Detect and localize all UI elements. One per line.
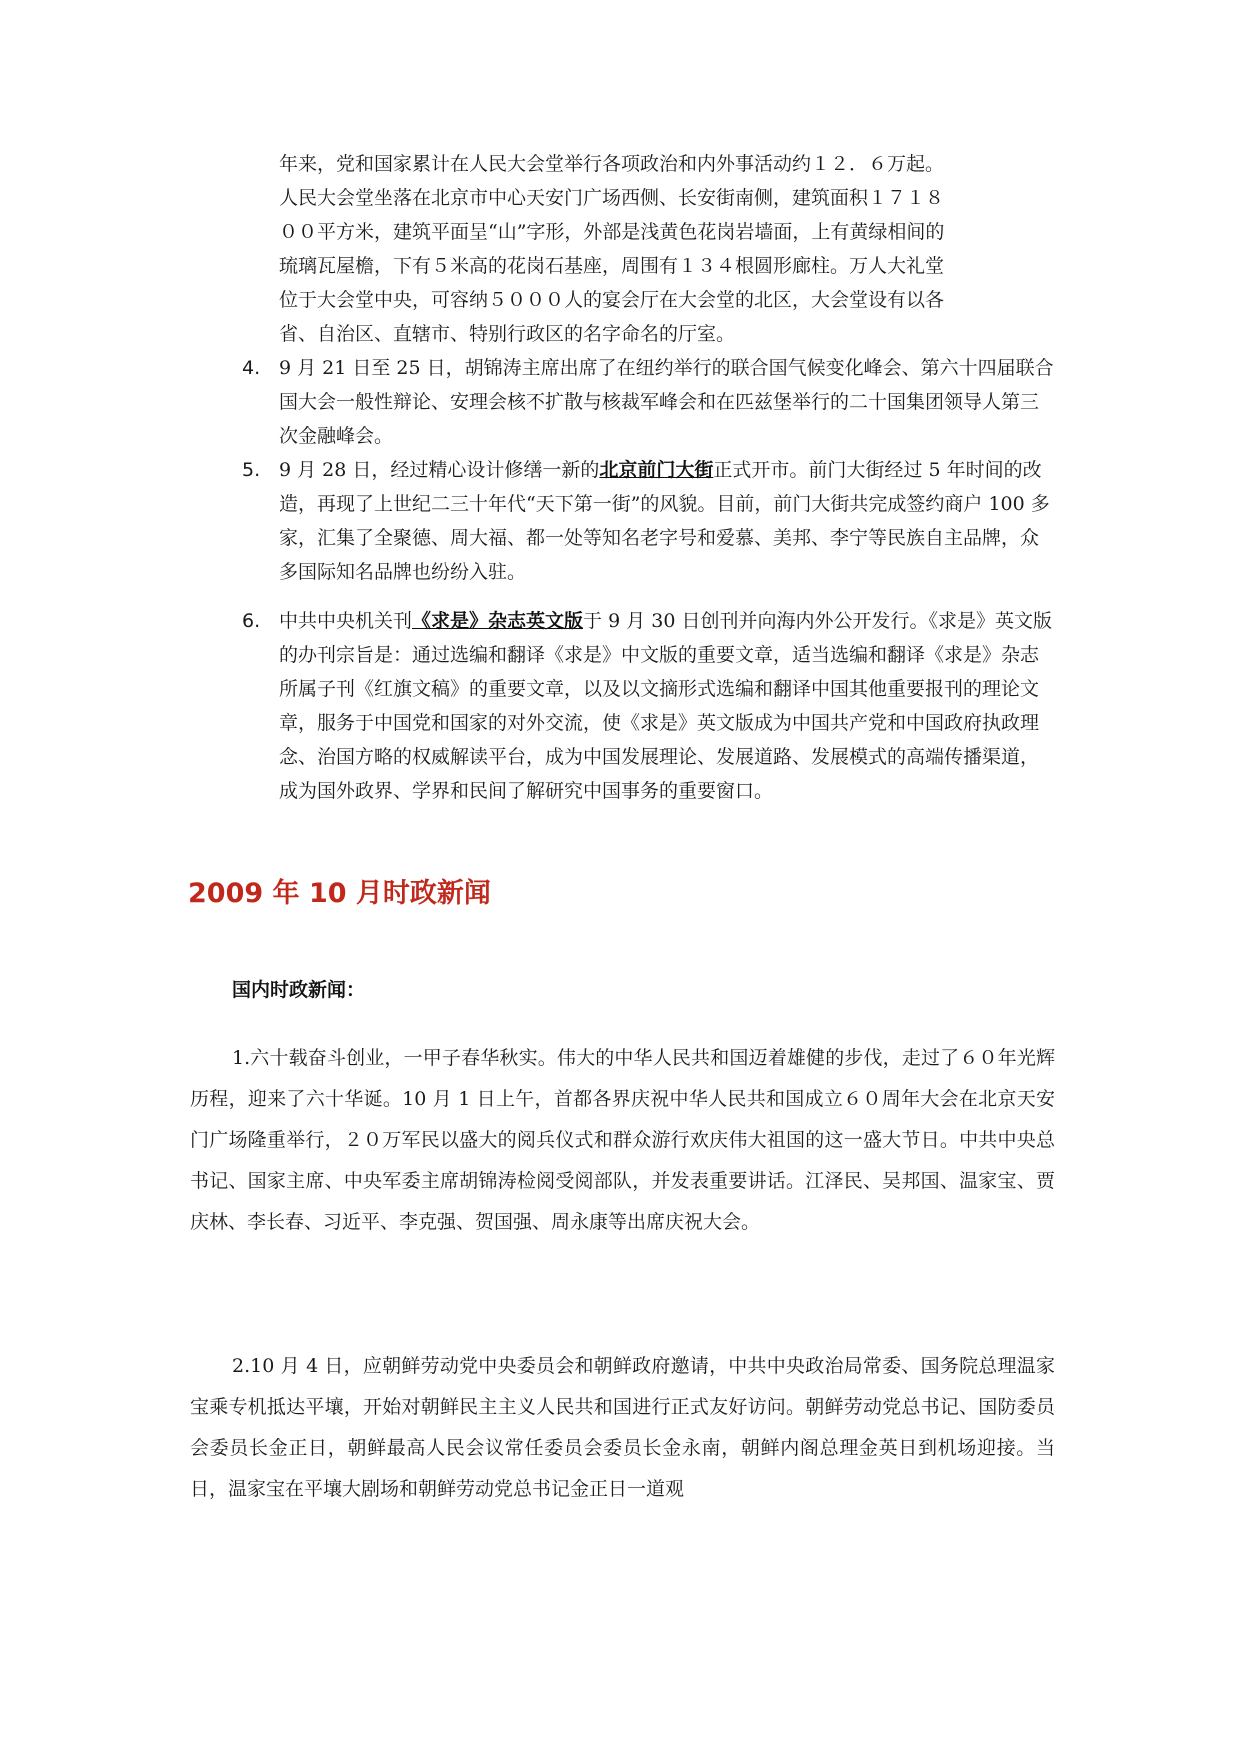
text-line: 位于大会堂中央，可容纳５０００人的宴会厅在大会堂的北区，大会堂设有以各 [279,289,945,311]
text-line: 省、自治区、直辖市、特别行政区的名字命名的厅室。 [279,323,736,345]
list-item-text [279,604,1054,808]
subheading: 国内时政新闻： [232,979,366,1001]
list-item-5 [242,453,1054,589]
item-3-continuation [279,147,1054,351]
news-paragraph-2: 2.10 月 4 日，应朝鲜劳动党中央委员会和朝鲜政府邀请，中共中央政治局常委、国务院总理温家宝乘专机抵达平壤，开始对朝鲜民主主义人民共和国进行正式友好访问。朝鲜劳动党总书记、国防委员会委员长金正日，朝鲜最高人民会议常任委员会委员长金永南，朝鲜内阁总理金英日到机场迎接。当日，温家宝在平壤大剧场和朝鲜劳动党总书记金正日一道观 [190,1355,1055,1500]
text-run: 于 9 月 30 日创刊并向海内外公开发行。《求是》英文版的办刊宗旨是：通过选编和翻译《求是》中文版的重要文章，适当选编和翻译《求是》杂志所属子刊《红旗文稿》的重要文章，以及以文摘形式选编和翻译中国其他重要报刊的理论文章，服务于中国党和国家的对外交流，使《求是》英文版成为中国共产党和中国政府执政理念、治国方略的权威解读平台，成为中国发展理论、发展道路、发展模式的高端传播渠道，成为国外政界、学界和民间了解研究中国事务的重要窗口。 [279,610,1052,802]
qianmen-street-link[interactable]: 北京前门大街 [599,459,714,481]
list-item-text [279,453,1054,589]
list-number: 5. [242,459,261,481]
news-paragraph-1: 1.六十载奋斗创业，一甲子春华秋实。伟大的中华人民共和国迈着雄健的步伐，走过了６０年光辉历程，迎来了六十华诞。10 月 1 日上午，首都各界庆祝中华人民共和国成立６０周年大会在北京天安门广场隆重举行，２０万军民以盛大的阅兵仪式和群众游行欢庆伟大祖国的这一盛大节日。中共中央总书记、国家主席、中央军委主席胡锦涛检阅受阅部队，并发表重要讲话。江泽民、吴邦国、温家宝、贾庆林、李长春、习近平、李克强、贺国强、周永康等出席庆祝大会。 [190,1047,1055,1233]
text-run: 正式开市。前门大街经过 5 年时间的改造，再现了上世纪二三十年代“天下第一街”的风貌。目前，前门大街共完成签约商户 100 多家，汇集了全聚德、周大福、都一处等知名老字号和爱慕、美邦、李宁等民族自主品牌，众多国际知名品牌也纷纷入驻。 [279,459,1050,583]
list-item-4 [242,351,1054,453]
section-heading: 2009 年 10 月时政新闻 [188,878,491,909]
text-line: 年来，党和国家累计在人民大会堂举行各项政治和内外事活动约１２．６万起。 [279,153,945,175]
qiushi-english-link[interactable]: 《求是》杂志英文版 [412,610,584,632]
text-run: 中共中央机关刊 [279,610,413,632]
text-line: 人民大会堂坐落在北京市中心天安门广场西侧、长安街南侧，建筑面积１７１８ [279,187,945,209]
text-line: 琉璃瓦屋檐，下有５米高的花岗石基座，周围有１３４根圆形廊柱。万人大礼堂 [279,255,945,277]
list-number: 4. [242,357,261,379]
list-item-text: 9 月 21 日至 25 日，胡锦涛主席出席了在纽约举行的联合国气候变化峰会、第六十四届联合国大会一般性辩论、安理会核不扩散与核裁军峰会和在匹兹堡举行的二十国集团领导人第三次金融峰会。 [279,357,1054,447]
text-run: 9 月 28 日，经过精心设计修缮一新的 [279,459,600,481]
list-item-6 [242,604,1054,808]
text-line: ００平方米，建筑平面呈“山”字形，外部是浅黄色花岗岩墙面，上有黄绿相间的 [279,221,945,243]
list-number: 6. [242,610,261,632]
